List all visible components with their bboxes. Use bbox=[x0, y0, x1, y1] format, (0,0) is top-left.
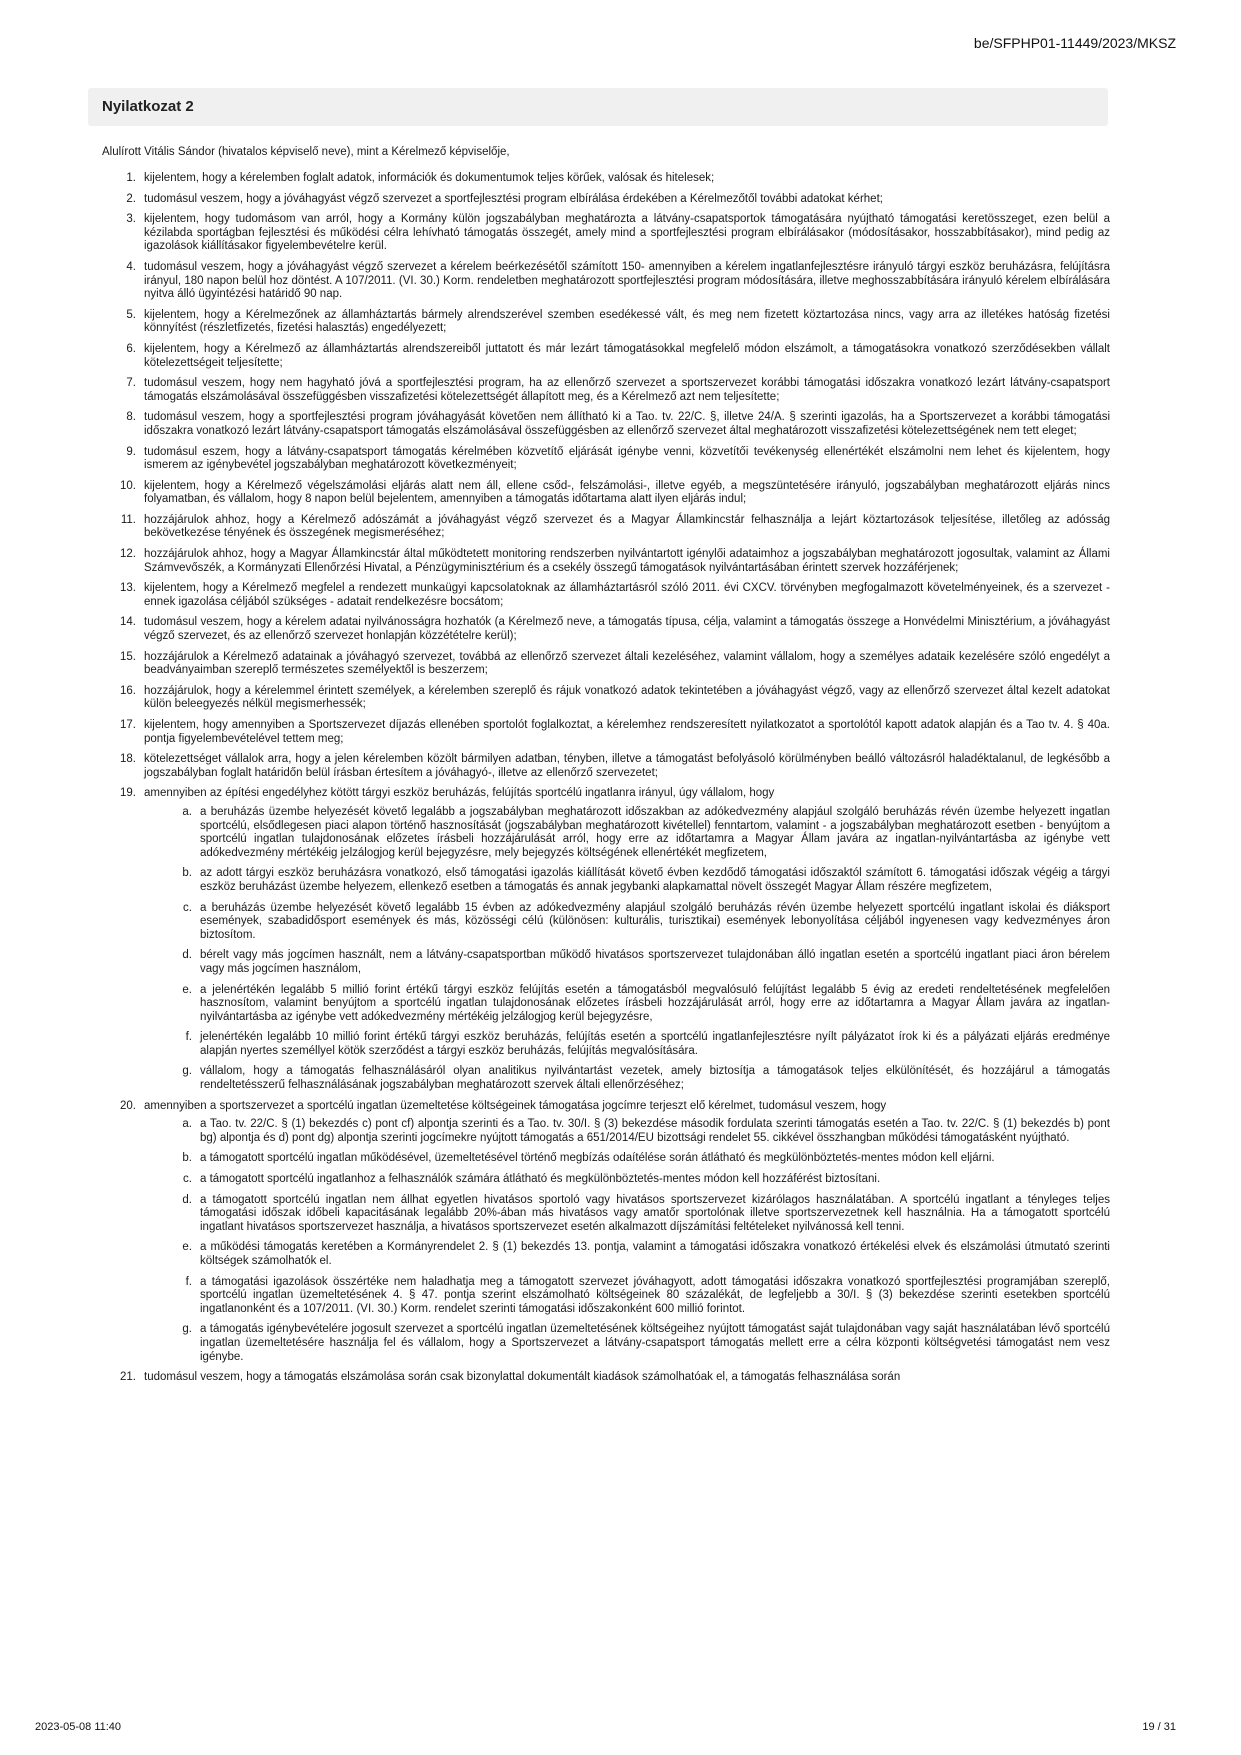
sub-item-text: a jelenértékén legalább 5 millió forint értékű tárgyi eszköz felújítás esetén a támogatásból megvalósuló felújítást legalább 5 évig az eredeti rendeltetésének megfelelően hasznosítom, valamint benyújtom a sportcélú ingatlan tulajdonosának előzetes írásbeli hozzájárulását arról, hogy erre az időtartamra a Magyar Állam javára az ingatlan-nyilvántartásba az igénybe vett adókedvezmény mértékéig jelzálogjog kerül bejegyzésre, bbox=[200, 983, 1110, 1023]
page-number: 19 / 31 bbox=[1142, 1721, 1176, 1733]
sub-item-letter: b. bbox=[182, 1152, 192, 1165]
declaration-item bbox=[102, 446, 1110, 473]
sub-item bbox=[144, 1194, 1110, 1235]
item-text: tudomásul veszem, hogy nem hagyható jóvá a sportfejlesztési program, ha az ellenőrző szervezet a sportszervezet korábbi támogatási időszakra vonatkozó lezárt látvány-csapatsport támogatás elszámolásával összefüggésben visszafizetési kötelezettségét állapított meg, és a Kérelmező azt nem teljesítette; bbox=[144, 377, 1110, 403]
item-text: kijelentem, hogy a Kérelmezőnek az államháztartás bármely alrendszerével szemben esedékessé vált, és meg nem fizetett köztartozása nincs, vagy arra az illetékes hatóság fizetési könnyítést (részletfizetés, fizetési halasztás) engedélyezett; bbox=[144, 308, 1110, 335]
item-text: tudomásul veszem, hogy a sportfejlesztési program jóváhagyását követően nem állítható ki a Tao. tv. 22/C. §, illetve 24/A. § szerinti igazolás, ha a Sportszervezet a korábbi támogatási időszakra vonatkozó lezárt látvány-csapatsport támogatás elszámolásával összefüggésben az ellenőrző szervezet által meghatározott visszafizetési kötelezettségének nem tett eleget; bbox=[144, 411, 1110, 437]
item-text: hozzájárulok ahhoz, hogy a Kérelmező adószámát a jóváhagyást végző szervezet és a Magyar Államkincstár felhasználja a lejárt köztartozások teljesítése, illetőleg az adósság bekövetkezése tényének és összegének megismeréséhez; bbox=[144, 513, 1110, 540]
item-number: 20. bbox=[120, 1099, 136, 1112]
sub-item-text: a működési támogatás keretében a Kormányrendelet 2. § (1) bekezdés 13. pontja, valamint a támogatási időszakra vonatkozó értékelési elvek és elszámolási útmutató szerinti költségek számolhatók el. bbox=[200, 1241, 1110, 1267]
sub-item-text: a támogatott sportcélú ingatlan működésével, üzemeltetésével történő megbízás odaítélése során átlátható és megkülönböztetés-mentes módon kell eljárni. bbox=[200, 1152, 995, 1165]
declaration-item bbox=[102, 685, 1110, 712]
sub-item-text: a támogatott sportcélú ingatlanhoz a felhasználók számára átlátható és megkülönböztetés-mentes módon kell hozzáférést biztosítani. bbox=[200, 1173, 881, 1186]
sub-item bbox=[144, 1031, 1110, 1058]
sub-item bbox=[144, 1323, 1110, 1364]
item-number: 17. bbox=[120, 719, 136, 731]
sub-item-letter: e. bbox=[182, 983, 192, 996]
declaration-item bbox=[102, 193, 1110, 207]
sub-item bbox=[144, 1241, 1110, 1268]
sub-item-text: bérelt vagy más jogcímen használt, nem a látvány-csapatsportban működő hivatásos sportszervezet tulajdonában álló ingatlan esetén a sportcélú ingatlant piaci áron bérelem vagy más jogcímen használom, bbox=[200, 949, 1110, 975]
item-number: 11. bbox=[120, 513, 136, 526]
item-text: kijelentem, hogy a Kérelmező végelszámolási eljárás alatt nem áll, ellene csőd-, felszámolási-, illetve egyéb, a megszüntetésére irányuló, jogszabályban meghatározott eljárás nincs folyamatban, és vállalom, hogy 8 napon belül bejelentem, amennyiben a támogatás időtartama alatt ilyen eljárás indul; bbox=[144, 479, 1110, 506]
sub-item-letter: c. bbox=[183, 1173, 192, 1186]
item-number: 7. bbox=[126, 377, 136, 390]
declaration-item bbox=[102, 651, 1110, 678]
item-text: tudomásul veszem, hogy a támogatás elszámolása során csak bizonylattal dokumentált kiadások számolhatóak el, a támogatás felhasználása során bbox=[144, 1371, 901, 1384]
sub-item-letter: f. bbox=[185, 1031, 192, 1044]
sub-item-letter: a. bbox=[182, 1118, 192, 1131]
section-header bbox=[88, 88, 1108, 126]
item-text: tudomásul veszem, hogy a jóváhagyást végző szervezet a kérelem beérkezésétől számított 150- amennyiben a kérelem ingatlanfejlesztésre irányuló tárgyi eszköz beruházásra, felújításra irányul, 180 napon belül hoz döntést. A 107/2011. (VI. 30.) Korm. rendeletben meghatározott sportfejlesztési program módosítására, illetve meghosszabbítására irányuló kérelem elbírálására nyitva álló ügyintézési határidő 90 nap. bbox=[144, 260, 1110, 301]
sub-item-text: a Tao. tv. 22/C. § (1) bekezdés c) pont cf) alpontja szerinti és a Tao. tv. 30/I. § (3) bekezdése második fordulata szerinti támogatás esetén a Tao. tv. 22/C. § (1) bekezdés b) pont bg) alpontja és d) pont dg) alpontja szerinti jogcímekre nyújtott támogatás a 651/2014/EU bizottsági rendelet 55. cikkével összhangban működési támogatásként nyújtható. bbox=[200, 1118, 1110, 1144]
sub-item-text: a támogatott sportcélú ingatlan nem állhat egyetlen hivatásos sportoló vagy hivatásos sportszervezet kizárólagos használatában. A sportcélú ingatlant a tényleges teljes támogatási időszak időbeli kapacitásának legalább 20%-ában más hivatásos vagy amatőr sportolónak illetve sportszervezetnek kell használnia. Ha a támogatott sportcélú ingatlant hivatásos sportszervezet használja, a hivatásos sportszervezet esetén alkalmazott díjszámítási feltételeket nyilvánossá kell tenni. bbox=[200, 1193, 1110, 1233]
item-number: 19. bbox=[120, 787, 136, 800]
declaration-item bbox=[102, 514, 1110, 541]
item-text: hozzájárulok a Kérelmező adatainak a jóváhagyó szervezet, továbbá az ellenőrző szervezet általi kezeléséhez, valamint vállalom, hogy a személyes adataik kezelésére szóló engedélyt a beadványaimban szereplő természetes személyektől is beszerzem; bbox=[144, 650, 1110, 677]
declaration-item bbox=[102, 261, 1110, 302]
declaration-item bbox=[102, 1371, 1110, 1385]
sub-item-letter: b. bbox=[182, 867, 192, 880]
item-number: 12. bbox=[120, 548, 136, 561]
sub-item-text: vállalom, hogy a támogatás felhasználásáról olyan analitikus nyilvántartást vezetek, amely biztosítja a támogatások teljes elkülönítését, és hozzájárul a támogatás rendeltetésszerű felhasználásának jogszabályban meghatározott szervek általi ellenőrzéséhez; bbox=[200, 1065, 1110, 1092]
item-number: 16. bbox=[120, 684, 136, 697]
declaration-item bbox=[102, 309, 1110, 336]
item-text: hozzájárulok, hogy a kérelemmel érintett személyek, a kérelemben szereplő és rájuk vonatkozó adatok tekintetében a jóváhagyást végző, vagy az ellenőrző szervezet által kezelt adatokat külön beleegyezés nélkül megismerhessék; bbox=[144, 684, 1110, 711]
item-number: 18. bbox=[120, 753, 136, 766]
sub-item-text: az adott tárgyi eszköz beruházásra vonatkozó, első támogatási igazolás kiállítását követő évben kezdődő támogatási időszaktól számított 6. támogatási időszak végéig a tárgyi eszköz beruházást üzembe helyezem, ellenkező esetben a támogatás és annak jegybanki alapkamattal növelt összegét Magyar Állam részére megfizetem, bbox=[200, 867, 1110, 893]
sub-item bbox=[144, 984, 1110, 1025]
declaration-item bbox=[102, 213, 1110, 254]
sub-list bbox=[144, 806, 1110, 1093]
sub-item bbox=[144, 949, 1110, 976]
declaration-item bbox=[102, 548, 1110, 575]
sub-item bbox=[144, 806, 1110, 860]
footer-date: 2023-05-08 11:40 bbox=[35, 1721, 122, 1733]
sub-item bbox=[144, 1173, 1110, 1187]
sub-item-letter: d. bbox=[182, 1193, 192, 1206]
item-text: kijelentem, hogy a kérelemben foglalt adatok, információk és dokumentumok teljes körűek, valósak és hitelesek; bbox=[144, 172, 715, 184]
item-number: 5. bbox=[126, 308, 136, 321]
declaration-item bbox=[102, 1100, 1110, 1365]
item-number: 4. bbox=[126, 260, 136, 273]
item-number: 15. bbox=[120, 650, 136, 663]
sub-item-letter: a. bbox=[182, 805, 192, 818]
item-number: 9. bbox=[126, 445, 136, 458]
item-number: 13. bbox=[120, 582, 136, 595]
item-number: 21. bbox=[120, 1371, 136, 1384]
sub-item bbox=[144, 867, 1110, 894]
item-text: kijelentem, hogy tudomásom van arról, hogy a Kormány külön jogszabályban meghatározta a látvány-csapatsportok támogatására nyújtható támogatási keretösszeget, ezen belül a kézilabda sportágban fejlesztési és működési célra lehívható támogatás összegét, amely mind a sportfejlesztési program elbírálásakor (módosításakor, hosszabbításakor), mind pedig az igazolások kiállításakor figyelembevételre kerül. bbox=[144, 213, 1110, 253]
sub-item-letter: g. bbox=[182, 1065, 192, 1078]
declaration-item bbox=[102, 616, 1110, 643]
item-number: 10. bbox=[120, 479, 136, 492]
declaration-item bbox=[102, 753, 1110, 780]
sub-item-text: a beruházás üzembe helyezését követő legalább a jogszabályban meghatározott időszakban az adókedvezmény alapjául szolgáló beruházás révén üzembe helyezett ingatlan sportcélú, elsődlegesen piaci alapon történő hasznosítását (jogszabályban meghatározott kivétellel) fenntartom, valamint - a jogszabályban meghatározott esetben - benyújtom a sportcélú ingatlan tulajdonosának előzetes írásbeli hozzájárulását arról, hogy erre az időtartamra a Magyar Állam javára az ingatlan-nyilvántartásba az igénybe vett adókedvezmény mértékéig jelzálogjog kerül bejegyzésre, mely bejegyzés költségének ellenértékét megfizetem, bbox=[200, 805, 1110, 859]
intro-text: Alulírott Vitális Sándor (hivatalos képviselő neve), mint a Kérelmező képviselője, bbox=[102, 146, 510, 158]
item-text: hozzájárulok ahhoz, hogy a Magyar Államkincstár által működtetett monitoring rendszerben nyilvántartott igénylői adataimhoz a jogszabályban meghatározott jogosultak, valamint az Állami Számvevőszék, a Kormányzati Ellenőrzési Hivatal, a Pénzügyminisztérium és a csekély összegű támogatások nyilvántartásában érintett szervek hozzáférjenek; bbox=[144, 548, 1110, 574]
item-number: 14. bbox=[120, 616, 136, 629]
sub-item-letter: c. bbox=[183, 901, 192, 914]
item-number: 8. bbox=[126, 411, 136, 424]
section-title: Nyilatkozat 2 bbox=[102, 98, 194, 115]
item-text: tudomásul eszem, hogy a látvány-csapatsport támogatás kérelmében közvetítő eljárását igénybe venni, közvetítői tevékenység ellenértékét elszámolni nem lehet és kijelentem, hogy ismerem az igénybevétel jogszabályban meghatározott következményeit; bbox=[144, 445, 1110, 472]
sub-item bbox=[144, 1118, 1110, 1145]
declaration-item bbox=[102, 719, 1110, 746]
sub-item bbox=[144, 902, 1110, 943]
item-text: kijelentem, hogy a Kérelmező az államháztartás alrendszereiből juttatott és már lezárt támogatásokkal megfelelő módon elszámolt, a támogatásokra vonatkozó szerződésekben vállalt kötelezettségeit teljesítette; bbox=[144, 342, 1110, 369]
document-reference: be/SFPHP01-11449/2023/MKSZ bbox=[973, 35, 1176, 51]
sub-list bbox=[144, 1118, 1110, 1364]
sub-item bbox=[144, 1152, 1110, 1166]
sub-item-text: a beruházás üzembe helyezését követő legalább 15 évben az adókedvezmény alapjául szolgáló beruházás révén üzembe helyezett sportcélú ingatlant iskolai és diáksport események, szabadidősport események és más, közösségi célú (különösen: kulturális, turisztikai) események lebonyolítása céljából ingyenesen vagy kedvezményes áron biztosítom. bbox=[200, 901, 1110, 941]
item-text: kijelentem, hogy amennyiben a Sportszervezet díjazás ellenében sportolót foglalkoztat, a kérelemhez rendszeresített nyilatkozatot a sportolótól kapott adatok alapján és a Tao tv. 4. § 40a. pontja figyelembevételével tettem meg; bbox=[144, 719, 1110, 745]
item-text: amennyiben a sportszervezet a sportcélú ingatlan üzemeltetése költségeinek támogatása jogcímre terjeszt elő kérelmet, tudomásul veszem, hogy bbox=[144, 1099, 887, 1112]
sub-item-text: a támogatási igazolások összértéke nem haladhatja meg a támogatott szervezet jóváhagyott, adott támogatási időszakra vonatkozó sportfejlesztési programjában szereplő, sportcélú ingatlan üzemeltetésének 4. § 47. pontja szerint elszámolható költségeinek 80 százalékát, de legfeljebb a 30/I. § (3) bekezdése szerinti esetekben sportcélú ingatlanonként és a 107/2011. (VI. 30.) Korm. rendelet szerinti támogatási időszakonként 600 millió forintot. bbox=[200, 1275, 1110, 1315]
item-number: 2. bbox=[126, 192, 136, 205]
item-text: tudomásul veszem, hogy a kérelem adatai nyilvánosságra hozhatók (a Kérelmező neve, a támogatás típusa, célja, valamint a támogatás összege a Honvédelmi Minisztérium, a jóváhagyást végző szervezet, és az ellenőrző szervezet honlapján közzétételre kerül); bbox=[144, 616, 1110, 643]
declaration-item bbox=[102, 343, 1110, 370]
sub-item-letter: f. bbox=[185, 1275, 192, 1288]
sub-item-letter: d. bbox=[182, 949, 192, 962]
sub-item-letter: e. bbox=[182, 1241, 192, 1254]
item-text: amennyiben az építési engedélyhez kötött tárgyi eszköz beruházás, felújítás sportcélú ingatlanra irányul, úgy vállalom, hogy bbox=[144, 787, 775, 800]
declaration-item bbox=[102, 172, 1110, 186]
sub-item-text: jelenértékén legalább 10 millió forint értékű tárgyi eszköz beruházás, felújítás esetén a sportcélú ingatlanfejlesztésre nyílt pályázatot írok ki és a pályázati eljárás eredménye alapján nyertes személlyel kötök szerződést a tárgyi eszköz beruházás, felújítás megvalósítására. bbox=[200, 1031, 1110, 1057]
item-number: 6. bbox=[126, 342, 136, 355]
item-text: kijelentem, hogy a Kérelmező megfelel a rendezett munkaügyi kapcsolatoknak az államháztartásról szóló 2011. évi CXCV. törvényben megfogalmazott követelményeinek, és a szervezet - ennek igazolása céljából szükséges - adatait rendelkezésre bocsátom; bbox=[144, 582, 1110, 608]
item-number: 1. bbox=[126, 172, 136, 184]
declaration-item bbox=[102, 411, 1110, 438]
item-text: kötelezettséget vállalok arra, hogy a jelen kérelemben közölt bármilyen adatban, tényben, illetve a támogatást befolyásoló körülményben beálló változásról haladéktalanul, de legkésőbb a jogszabályban foglalt határidőn belül írásban értesítem a jóváhagyó-, illetve az ellenőrző szervezetet; bbox=[144, 753, 1110, 779]
item-number: 3. bbox=[126, 213, 136, 226]
sub-item-text: a támogatás igénybevételére jogosult szervezet a sportcélú ingatlan üzemeltetésének költségeihez nyújtott támogatást saját tulajdonában vagy saját használatában lévő sportcélú ingatlan üzemeltetésére használja fel és vállalom, hogy a Sportszervezet a látvány-csapatsport támogatás mellett erre a célra központi költségvetési támogatást nem vesz igénybe. bbox=[200, 1323, 1110, 1363]
sub-item bbox=[144, 1276, 1110, 1317]
declaration-item bbox=[102, 582, 1110, 609]
declaration-item bbox=[102, 787, 1110, 1092]
sub-item bbox=[144, 1065, 1110, 1092]
declaration-list bbox=[102, 172, 1110, 1392]
sub-item-letter: g. bbox=[182, 1323, 192, 1336]
declaration-item bbox=[102, 377, 1110, 404]
declaration-item bbox=[102, 480, 1110, 507]
item-text: tudomásul veszem, hogy a jóváhagyást végző szervezet a sportfejlesztési program elbírálása érdekében a Kérelmezőtől további adatokat kérhet; bbox=[144, 192, 883, 205]
